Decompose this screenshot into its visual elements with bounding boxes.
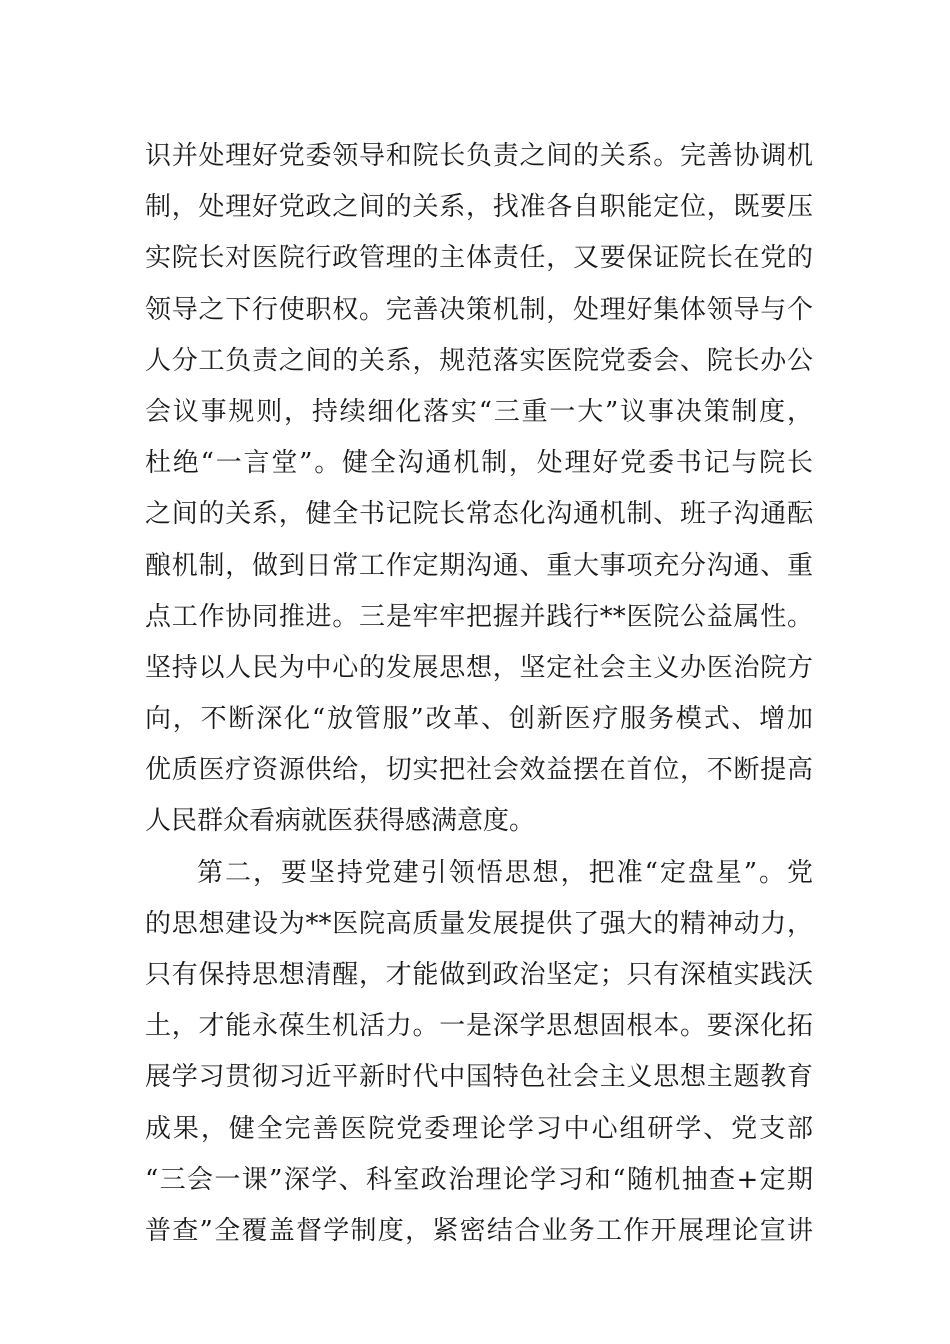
paragraph-end-line: 人民群众看病就医获得感满意度。 xyxy=(145,806,536,837)
text-line: 坚持以人民为中心的发展思想，坚定社会主义办医治院方 xyxy=(145,652,813,683)
text-line: 只有保持思想清醒，才能做到政治坚定；只有深植实践沃 xyxy=(145,960,813,990)
text-line: 之间的关系，健全书记院长常态化沟通机制、班子沟通酝 xyxy=(145,499,813,530)
text-line: 优质医疗资源供给，切实把社会效益摆在首位，不断提高 xyxy=(145,755,813,786)
text-line: “三会一课”深学、科室政治理论学习和“随机抽查+定期 xyxy=(145,1164,813,1195)
paragraph-start-line: 第二，要坚持党建引领悟思想，把准“定盘星”。党 xyxy=(197,857,813,888)
text-line: 酿机制，做到日常工作定期沟通、重大事项充分沟通、重 xyxy=(145,550,813,581)
text-line: 的思想建设为**医院高质量发展提供了强大的精神动力， xyxy=(145,908,813,939)
text-line: 杜绝“一言堂”。健全沟通机制，处理好党委书记与院长 xyxy=(145,448,813,479)
text-line: 成果，健全完善医院党委理论学习中心组研学、党支部 xyxy=(145,1113,813,1144)
text-line: 实院长对医院行政管理的主体责任，又要保证院长在党的 xyxy=(145,243,813,274)
text-line: 展学习贯彻习近平新时代中国特色社会主义思想主题教育 xyxy=(145,1062,813,1093)
text-line: 点工作协同推进。三是牢牢把握并践行**医院公益属性。 xyxy=(145,601,813,632)
text-line: 领导之下行使职权。完善决策机制，处理好集体领导与个 xyxy=(145,294,813,325)
text-line: 制，处理好党政之间的关系，找准各自职能定位，既要压 xyxy=(145,192,813,223)
text-line: 识并处理好党委领导和院长负责之间的关系。完善协调机 xyxy=(145,141,813,171)
text-line: 向，不断深化“放管服”改革、创新医疗服务模式、增加 xyxy=(145,704,813,735)
body-text xyxy=(145,131,813,1257)
text-line: 土，才能永葆生机活力。一是深学思想固根本。要深化拓 xyxy=(145,1011,813,1042)
text-line: 人分工负责之间的关系，规范落实医院党委会、院长办公 xyxy=(145,345,813,376)
text-line: 普查”全覆盖督学制度，紧密结合业务工作开展理论宣讲 xyxy=(145,1215,813,1246)
text-line: 会议事规则，持续细化落实“三重一大”议事决策制度， xyxy=(145,396,813,427)
